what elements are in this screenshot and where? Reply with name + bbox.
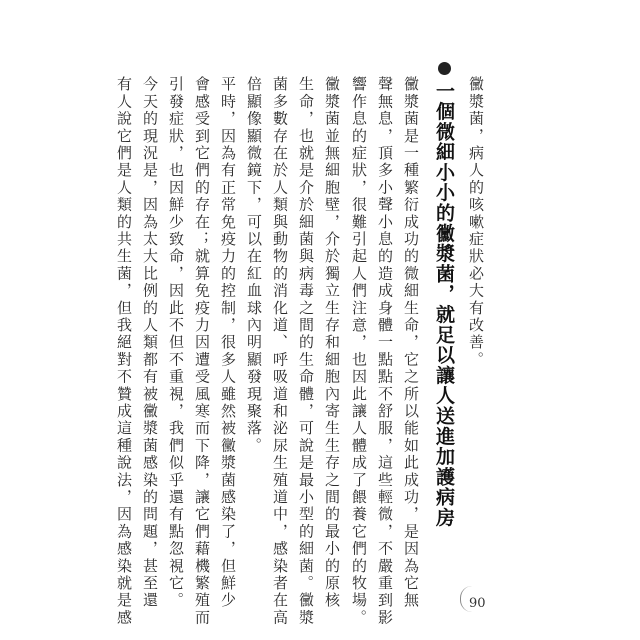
paragraph-1-line-1: 黴漿菌是一種繁衍成功的微細生命，它之所以能如此成功，是因為它無 <box>402 76 420 610</box>
paragraph-3-line-2: 會感受到它們的存在；就算免疫力因遭受風寒而下降，讓它們藉機繁殖而 <box>193 76 211 627</box>
paragraph-2-line-1: 黴漿菌並無細胞壁，介於獨立生存和細胞內寄生生存之間的最小的原核 <box>323 76 341 610</box>
paragraph-2-line-2: 生命，也就是介於細菌與病毒之間的生命體，可說是最小型的細菌。黴漿 <box>297 76 315 627</box>
page-number: 90 <box>469 596 486 611</box>
section-heading-text: 一個微細小小的黴漿菌，就足以讓人送進加護病房 <box>433 81 455 528</box>
paragraph-2-line-4: 倍顯像顯微鏡下，可以在紅血球內明顯發現聚落。 <box>245 76 263 455</box>
section-heading <box>431 62 457 528</box>
paragraph-2-line-3: 菌多數存在於人類與動物的消化道、呼吸道和泌尿生殖道中，感染者在高 <box>271 76 289 627</box>
paragraph-1-line-3: 響作息的症狀，很難引起人們注意，也因此讓人體成了餵養它們的牧場。 <box>350 76 368 627</box>
paragraph-1-line-2: 聲無息，頂多小聲小息的造成身體一點點不舒服，這些輕微，不嚴重到影 <box>376 76 394 627</box>
bullet-icon <box>438 62 451 75</box>
paragraph-4-line-2: 有人說它們是人類的共生菌，但我絕對不贊成這種說法，因為感染就是感 <box>115 76 133 627</box>
text-column-1: 黴漿菌，病人的咳嗽症狀必大有改善。 <box>467 76 485 369</box>
paragraph-3-line-1: 平時，因為有正常免疫力的控制，很多人雖然被黴漿菌感染了，但鮮少 <box>219 76 237 610</box>
paragraph-4-line-1: 今天的現況是，因為太大比例的人類都有被黴漿菌感染的問題，甚至還 <box>141 76 159 610</box>
paragraph-3-line-3: 引發症狀，也因鮮少致命，因此不但不重視，我們似乎還有點忽視它。 <box>167 76 185 610</box>
